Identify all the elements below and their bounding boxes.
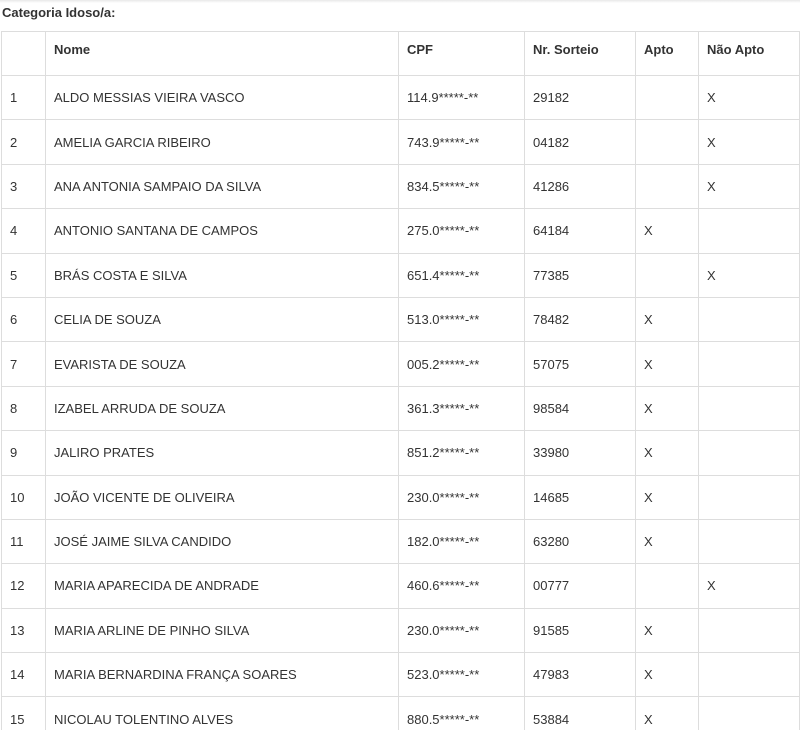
cell-apto <box>636 253 699 297</box>
table-row <box>2 697 800 730</box>
cell-sorteio: 00777 <box>525 564 636 608</box>
cell-cpf: 880.5*****-** <box>399 697 525 730</box>
cell-num: 1 <box>2 76 46 120</box>
table-row <box>2 209 800 253</box>
cell-nao-apto: X <box>699 253 800 297</box>
cell-apto: X <box>636 297 699 341</box>
table-row <box>2 431 800 475</box>
cell-nao-apto <box>699 209 800 253</box>
cell-nao-apto <box>699 608 800 652</box>
table-row <box>2 519 800 563</box>
cell-sorteio: 57075 <box>525 342 636 386</box>
cell-apto: X <box>636 209 699 253</box>
cell-sorteio: 47983 <box>525 653 636 697</box>
cell-sorteio: 63280 <box>525 519 636 563</box>
cell-num: 11 <box>2 519 46 563</box>
cell-num: 12 <box>2 564 46 608</box>
results-table-wrapper <box>1 31 799 730</box>
cell-num: 5 <box>2 253 46 297</box>
cell-cpf: 851.2*****-** <box>399 431 525 475</box>
cell-num: 2 <box>2 120 46 164</box>
cell-nome: EVARISTA DE SOUZA <box>46 342 399 386</box>
table-row <box>2 564 800 608</box>
cell-nome: BRÁS COSTA E SILVA <box>46 253 399 297</box>
table-row <box>2 76 800 120</box>
cell-apto <box>636 564 699 608</box>
cell-nao-apto: X <box>699 564 800 608</box>
cell-sorteio: 77385 <box>525 253 636 297</box>
cell-nome: MARIA ARLINE DE PINHO SILVA <box>46 608 399 652</box>
cell-cpf: 005.2*****-** <box>399 342 525 386</box>
cell-num: 4 <box>2 209 46 253</box>
cell-cpf: 743.9*****-** <box>399 120 525 164</box>
cell-nome: MARIA APARECIDA DE ANDRADE <box>46 564 399 608</box>
cell-nome: CELIA DE SOUZA <box>46 297 399 341</box>
cell-num: 9 <box>2 431 46 475</box>
table-row <box>2 164 800 208</box>
cell-num: 14 <box>2 653 46 697</box>
cell-apto: X <box>636 653 699 697</box>
cell-nao-apto: X <box>699 164 800 208</box>
cell-sorteio: 98584 <box>525 386 636 430</box>
cell-cpf: 834.5*****-** <box>399 164 525 208</box>
header-nao-apto: Não Apto <box>699 32 800 76</box>
cell-apto <box>636 76 699 120</box>
cell-num: 13 <box>2 608 46 652</box>
top-edge <box>0 0 800 3</box>
cell-cpf: 651.4*****-** <box>399 253 525 297</box>
header-row <box>2 32 800 76</box>
cell-num: 3 <box>2 164 46 208</box>
table-row <box>2 342 800 386</box>
category-title: Categoria Idoso/a: <box>2 5 116 20</box>
cell-nome: JOSÉ JAIME SILVA CANDIDO <box>46 519 399 563</box>
cell-apto <box>636 120 699 164</box>
cell-sorteio: 41286 <box>525 164 636 208</box>
cell-nome: ANTONIO SANTANA DE CAMPOS <box>46 209 399 253</box>
cell-num: 6 <box>2 297 46 341</box>
cell-nome: ALDO MESSIAS VIEIRA VASCO <box>46 76 399 120</box>
cell-nome: AMELIA GARCIA RIBEIRO <box>46 120 399 164</box>
table-row <box>2 253 800 297</box>
cell-nao-apto <box>699 475 800 519</box>
cell-cpf: 230.0*****-** <box>399 475 525 519</box>
cell-nao-apto: X <box>699 76 800 120</box>
cell-sorteio: 91585 <box>525 608 636 652</box>
results-table <box>1 31 800 730</box>
header-num <box>2 32 46 76</box>
cell-sorteio: 29182 <box>525 76 636 120</box>
cell-nao-apto: X <box>699 120 800 164</box>
cell-nao-apto <box>699 297 800 341</box>
cell-nao-apto <box>699 431 800 475</box>
header-nome: Nome <box>46 32 399 76</box>
cell-apto: X <box>636 475 699 519</box>
cell-apto: X <box>636 342 699 386</box>
table-row <box>2 608 800 652</box>
cell-sorteio: 33980 <box>525 431 636 475</box>
cell-nao-apto <box>699 653 800 697</box>
cell-cpf: 275.0*****-** <box>399 209 525 253</box>
cell-cpf: 460.6*****-** <box>399 564 525 608</box>
table-header <box>2 32 800 76</box>
cell-sorteio: 53884 <box>525 697 636 730</box>
cell-cpf: 513.0*****-** <box>399 297 525 341</box>
cell-apto: X <box>636 386 699 430</box>
table-row <box>2 297 800 341</box>
cell-apto <box>636 164 699 208</box>
cell-num: 8 <box>2 386 46 430</box>
cell-sorteio: 78482 <box>525 297 636 341</box>
header-sorteio: Nr. Sorteio <box>525 32 636 76</box>
table-body <box>2 76 800 730</box>
table-row <box>2 386 800 430</box>
cell-apto: X <box>636 697 699 730</box>
table-row <box>2 120 800 164</box>
cell-nao-apto <box>699 697 800 730</box>
cell-nome: MARIA BERNARDINA FRANÇA SOARES <box>46 653 399 697</box>
cell-nao-apto <box>699 519 800 563</box>
cell-nao-apto <box>699 386 800 430</box>
cell-cpf: 361.3*****-** <box>399 386 525 430</box>
cell-cpf: 523.0*****-** <box>399 653 525 697</box>
cell-sorteio: 04182 <box>525 120 636 164</box>
cell-num: 10 <box>2 475 46 519</box>
cell-nome: IZABEL ARRUDA DE SOUZA <box>46 386 399 430</box>
cell-num: 15 <box>2 697 46 730</box>
cell-sorteio: 14685 <box>525 475 636 519</box>
cell-num: 7 <box>2 342 46 386</box>
table-row <box>2 653 800 697</box>
cell-cpf: 182.0*****-** <box>399 519 525 563</box>
cell-nome: NICOLAU TOLENTINO ALVES <box>46 697 399 730</box>
cell-apto: X <box>636 431 699 475</box>
table-row <box>2 475 800 519</box>
cell-cpf: 114.9*****-** <box>399 76 525 120</box>
cell-cpf: 230.0*****-** <box>399 608 525 652</box>
header-apto: Apto <box>636 32 699 76</box>
cell-nome: JOÃO VICENTE DE OLIVEIRA <box>46 475 399 519</box>
cell-nome: JALIRO PRATES <box>46 431 399 475</box>
cell-nome: ANA ANTONIA SAMPAIO DA SILVA <box>46 164 399 208</box>
cell-apto: X <box>636 608 699 652</box>
cell-nao-apto <box>699 342 800 386</box>
header-cpf: CPF <box>399 32 525 76</box>
cell-sorteio: 64184 <box>525 209 636 253</box>
cell-apto: X <box>636 519 699 563</box>
